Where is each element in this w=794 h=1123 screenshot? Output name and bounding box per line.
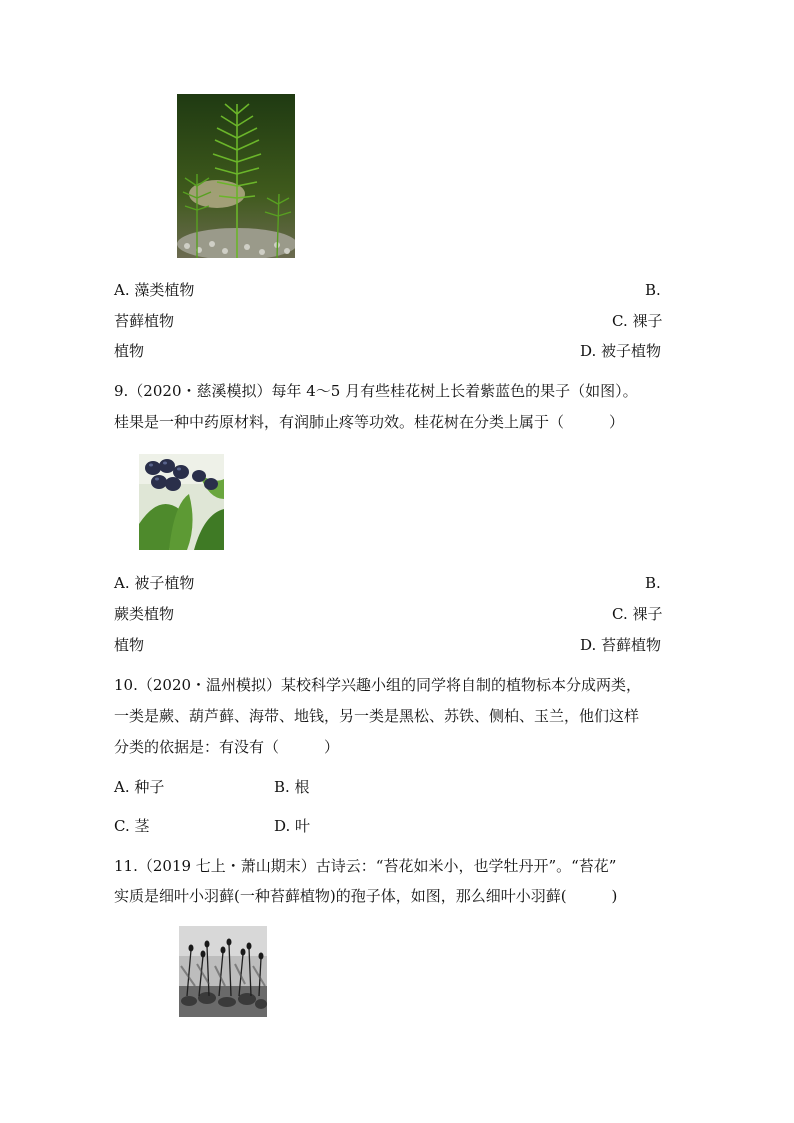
- q9-option-c-letter[interactable]: C. 裸子: [612, 605, 663, 623]
- q10-option-a[interactable]: A. 种子: [114, 778, 165, 796]
- q9-option-d[interactable]: D. 苔藓植物: [580, 636, 662, 654]
- q10-option-c[interactable]: C. 茎: [114, 817, 150, 835]
- q9-option-b-letter[interactable]: B.: [645, 574, 661, 592]
- q8-option-c-letter[interactable]: C. 裸子: [612, 312, 663, 330]
- q10-stem-line3: 分类的依据是：有没有（ ）: [114, 738, 340, 756]
- aquatic-plant-illustration: [177, 94, 295, 258]
- q9-option-a[interactable]: A. 被子植物: [114, 574, 195, 592]
- q9-stem-line2: 桂果是一种中药原材料，有润肺止疼等功效。桂花树在分类上属于（ ）: [114, 413, 625, 431]
- q10-option-d[interactable]: D. 叶: [274, 817, 311, 835]
- q9-stem-line1: 9.（2020・慈溪模拟）每年 4～5 月有些桂花树上长着紫蓝色的果子（如图）。: [114, 382, 638, 400]
- q8-option-d[interactable]: D. 被子植物: [580, 342, 662, 360]
- osmanthus-fruit-photo: [139, 454, 224, 550]
- q8-option-b-text[interactable]: 苔藓植物: [114, 312, 175, 330]
- q10-option-b[interactable]: B. 根: [274, 778, 310, 796]
- q9-option-c-text[interactable]: 植物: [114, 636, 145, 654]
- q11-stem-line2: 实质是细叶小羽藓(一种苔藓植物)的孢子体，如图，那么细叶小羽藓( ): [114, 887, 618, 905]
- moss-sporophyte-illustration: [179, 926, 267, 1017]
- q8-option-a[interactable]: A. 藻类植物: [114, 281, 195, 299]
- moss-sporophyte-photo: [179, 926, 267, 1017]
- q8-option-b-letter[interactable]: B.: [645, 281, 661, 299]
- aquatic-plant-photo: [177, 94, 295, 258]
- q11-stem-line1: 11.（2019 七上・萧山期末）古诗云：“苔花如米小，也学牡丹开”。“苔花”: [114, 857, 617, 875]
- q10-stem-line1: 10.（2020・温州模拟）某校科学兴趣小组的同学将自制的植物标本分成两类，: [114, 676, 642, 694]
- q10-stem-line2: 一类是蕨、葫芦藓、海带、地钱，另一类是黑松、苏铁、侧柏、玉兰，他们这样: [114, 707, 640, 725]
- osmanthus-fruit-illustration: [139, 454, 224, 550]
- q9-option-b-text[interactable]: 蕨类植物: [114, 605, 175, 623]
- q8-option-c-text[interactable]: 植物: [114, 342, 145, 360]
